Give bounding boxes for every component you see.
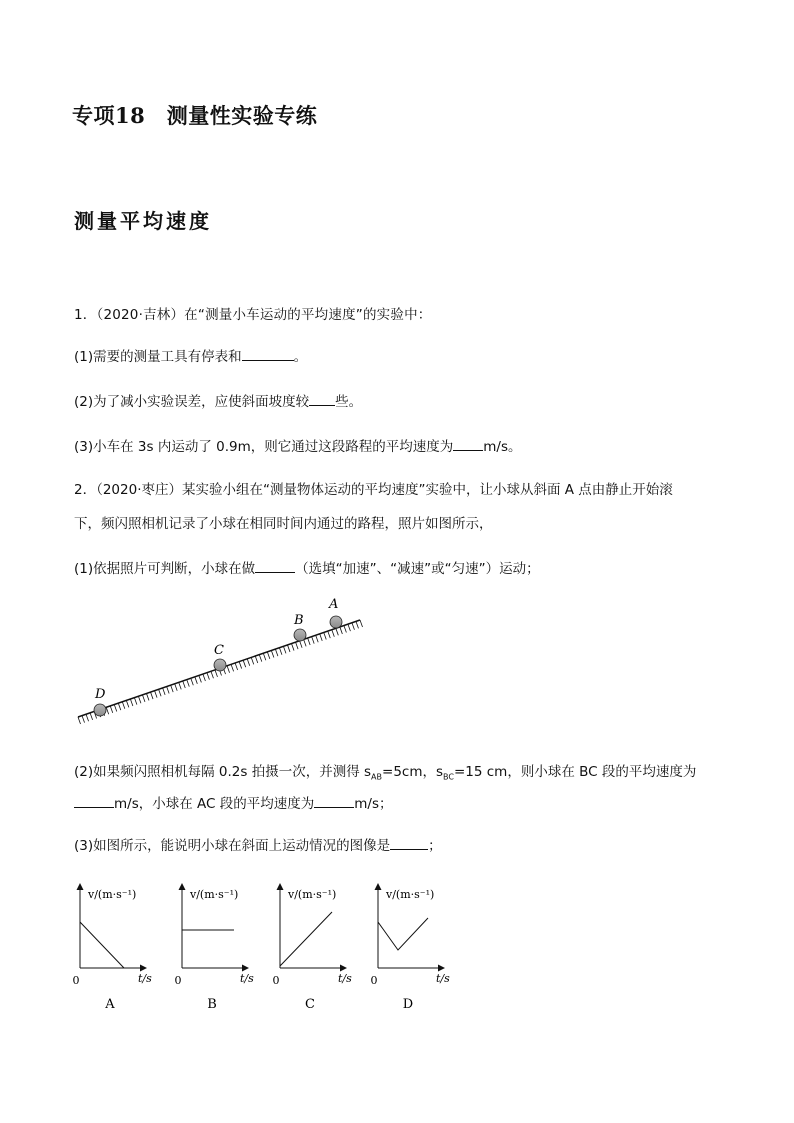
q2-part1-end: （选填“加速”、“减速”或“匀速”）运动； [295, 561, 540, 577]
section-title: 测量平均速度 [74, 209, 212, 233]
q1-part2-blank[interactable] [309, 393, 335, 406]
graph-option-b[interactable] [175, 884, 255, 1012]
q2-part3-end: ； [428, 838, 442, 854]
q2-part3 [74, 834, 442, 854]
q2-stem-line1: 2．（2020·枣庄）某实验小组在“测量物体运动的平均速度”实验中，让小球从斜面 A 点由静止开始滚 [74, 482, 673, 498]
page-title: 专项18 测量性实验专练 [72, 103, 318, 128]
label-D: D [95, 687, 106, 702]
q2-part2-text3: =15 cm，则小球在 BC 段的平均速度为 [453, 764, 697, 780]
q1-stem: 1．（2020·吉林）在“测量小车运动的平均速度”的实验中： [74, 307, 432, 323]
x-axis-label: t/s [138, 972, 152, 985]
ball-C [214, 659, 226, 671]
graph-option-a[interactable] [73, 884, 153, 1012]
q2-part2-text4: m/s，小球在 AC 段的平均速度为 [114, 796, 315, 812]
q2-part1-text: (1)依据照片可判断，小球在做 [74, 561, 256, 577]
q1-part1 [74, 345, 307, 365]
q2-part1-blank[interactable] [255, 560, 295, 573]
q1-part1-blank[interactable] [242, 348, 294, 361]
incline-surface [78, 620, 363, 724]
v-t-line [378, 918, 428, 950]
graph-options [60, 870, 480, 1020]
y-axis-label: v/(m·s⁻¹) [288, 888, 337, 901]
option-letter: C [305, 997, 315, 1012]
q1-part1-text: (1)需要的测量工具有停表和 [74, 349, 242, 365]
q1-part3-blank[interactable] [453, 438, 483, 451]
incline-figure [70, 590, 370, 735]
origin-label: 0 [272, 974, 280, 987]
q2-part2-blank-ac[interactable] [314, 795, 354, 808]
label-B: B [294, 613, 304, 628]
q1-part2-text: (2)为了减小实验误差，应使斜面坡度较 [74, 394, 310, 410]
q1-part3-text: (3)小车在 3s 内运动了 0.9m，则它通过这段路程的平均速度为 [74, 439, 454, 455]
label-A: A [329, 597, 339, 612]
origin-label: 0 [72, 974, 80, 987]
q2-part2-sub-bc: BC [443, 772, 454, 782]
y-axis-label: v/(m·s⁻¹) [386, 888, 435, 901]
x-axis-label: t/s [338, 972, 352, 985]
q1-part1-end: 。 [293, 349, 308, 365]
y-axis-label: v/(m·s⁻¹) [88, 888, 137, 901]
q2-stem-line2: 下，频闪照相机记录了小球在相同时间内通过的路程，照片如图所示， [74, 516, 493, 532]
ball-D [94, 704, 106, 716]
q2-part2-line1 [74, 760, 696, 782]
q2-part3-blank[interactable] [390, 837, 428, 850]
graph-option-d[interactable] [371, 884, 451, 1012]
ball-A [330, 616, 342, 628]
v-t-line [80, 922, 124, 968]
v-t-line [280, 912, 332, 966]
q2-part2-line2 [74, 792, 392, 812]
q2-part2-text1: (2)如果频闪照相机每隔 0.2s 拍摄一次，并测得 s [74, 764, 372, 780]
q1-part3-end: m/s。 [483, 439, 522, 455]
ball-B [294, 629, 306, 641]
origin-label: 0 [174, 974, 182, 987]
y-axis-label: v/(m·s⁻¹) [190, 888, 239, 901]
q1-part2-end: 些。 [335, 394, 363, 410]
option-letter: A [105, 997, 115, 1012]
q2-part3-text: (3)如图所示，能说明小球在斜面上运动情况的图像是 [74, 838, 391, 854]
option-letter: B [207, 997, 217, 1012]
q2-part2-blank-bc[interactable] [74, 795, 114, 808]
q2-part1 [74, 557, 540, 577]
q2-part2-text2: =5cm，s [382, 764, 444, 780]
label-C: C [214, 643, 224, 658]
q2-part2-text5: m/s； [354, 796, 393, 812]
q1-part2 [74, 390, 362, 410]
option-letter: D [402, 997, 414, 1012]
origin-label: 0 [370, 974, 378, 987]
x-axis-label: t/s [240, 972, 254, 985]
q2-part2-sub-ab: AB [371, 772, 383, 782]
graph-option-c[interactable] [273, 884, 353, 1012]
x-axis-label: t/s [436, 972, 450, 985]
q1-part3 [74, 435, 521, 455]
